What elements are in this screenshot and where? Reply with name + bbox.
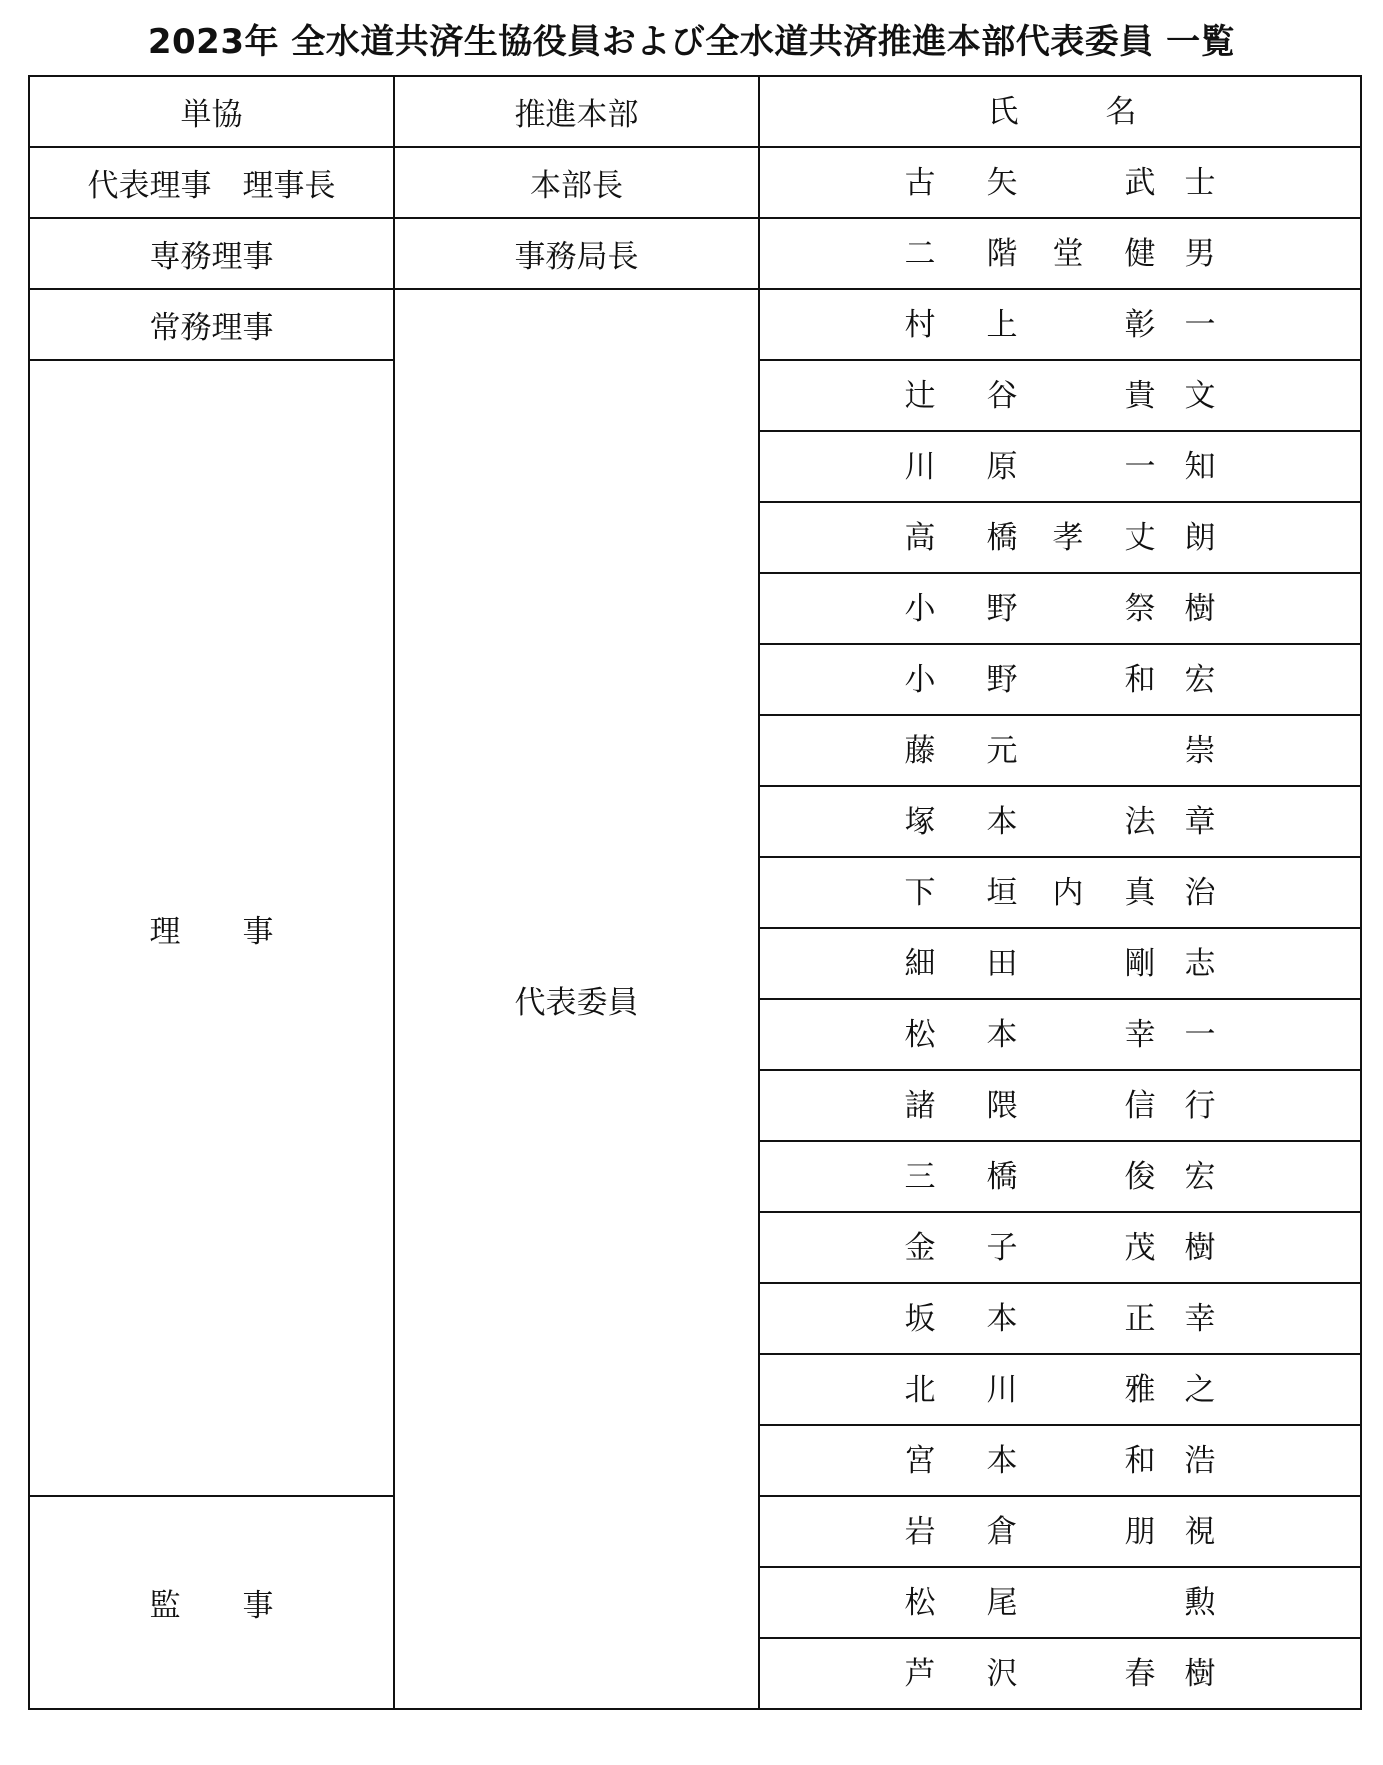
name-char: 茂 (1124, 1229, 1156, 1266)
name-char: 一 (1184, 1016, 1216, 1053)
role-cell: 理 事 (29, 360, 394, 1496)
name-char: 川 (986, 1371, 1018, 1408)
name-char: 志 (1184, 945, 1216, 982)
page-title: 2023年 全水道共済生協役員および全水道共済推進本部代表委員 一覧 (147, 22, 1236, 62)
name-char: 諸 (904, 1087, 936, 1124)
name-cell (759, 857, 1361, 928)
name-cell (759, 147, 1361, 218)
header-cell-hq: 推進本部 (394, 76, 759, 147)
name-char: 朋 (1124, 1513, 1156, 1550)
name-char: 信 (1124, 1087, 1156, 1124)
role-cell: 専務理事 (29, 218, 394, 289)
name-char: 視 (1184, 1513, 1216, 1550)
name-cell (759, 1638, 1361, 1709)
name-cell (759, 1496, 1361, 1567)
name-char: 松 (904, 1016, 936, 1053)
name-cell (759, 1212, 1361, 1283)
name-char: 松 (904, 1584, 936, 1621)
name-char: 治 (1184, 874, 1216, 911)
name-char: 幸 (1124, 1016, 1156, 1053)
name-char: 倉 (986, 1513, 1018, 1550)
hq-cell: 事務局長 (394, 218, 759, 289)
name-char: 階 (986, 235, 1018, 272)
name-char: 高 (904, 519, 936, 556)
name-cell (759, 928, 1361, 999)
name-cell (759, 1354, 1361, 1425)
name-cell (759, 644, 1361, 715)
name-cell (759, 715, 1361, 786)
name-char: 祭 (1124, 590, 1156, 627)
name-char: 金 (904, 1229, 936, 1266)
hq-cell: 本部長 (394, 147, 759, 218)
name-char: 樹 (1184, 590, 1216, 627)
name-char: 本 (986, 1016, 1018, 1053)
name-char: 知 (1184, 448, 1216, 485)
name-char: 剛 (1124, 945, 1156, 982)
name-char: 士 (1184, 164, 1216, 201)
name-char: 一 (1124, 448, 1156, 485)
name-char: 武 (1124, 164, 1156, 201)
name-char: 谷 (986, 377, 1018, 414)
name-cell (759, 1425, 1361, 1496)
name-char: 橋 (986, 1158, 1018, 1195)
table-row (29, 147, 1361, 218)
name-char: 下 (904, 874, 936, 911)
name-char: 男 (1184, 235, 1216, 272)
name-cell (759, 1141, 1361, 1212)
member-table (28, 75, 1362, 1710)
name-cell (759, 360, 1361, 431)
name-char: 村 (904, 306, 936, 343)
name-cell (759, 502, 1361, 573)
name-char: 原 (986, 448, 1018, 485)
role-cell: 代表理事 理事長 (29, 147, 394, 218)
name-char: 健 (1124, 235, 1156, 272)
table-row (29, 289, 1361, 360)
role-cell: 監 事 (29, 1496, 394, 1709)
name-char: 子 (986, 1229, 1018, 1266)
name-char: 野 (986, 590, 1018, 627)
name-char: 本 (986, 1300, 1018, 1337)
name-char: 朗 (1184, 519, 1216, 556)
name-char: 幸 (1184, 1300, 1216, 1337)
name-cell (759, 1283, 1361, 1354)
header-name-char-2: 名 (1105, 93, 1137, 130)
name-char: 小 (904, 661, 936, 698)
name-cell (759, 431, 1361, 502)
name-cell (759, 218, 1361, 289)
name-char: 岩 (904, 1513, 936, 1550)
name-cell (759, 289, 1361, 360)
name-char: 文 (1184, 377, 1216, 414)
name-char: 北 (904, 1371, 936, 1408)
name-char: 橋 (986, 519, 1018, 556)
name-char: 和 (1124, 661, 1156, 698)
header-cell-union: 単協 (29, 76, 394, 147)
name-char: 法 (1124, 803, 1156, 840)
name-cell (759, 999, 1361, 1070)
name-char: 三 (904, 1158, 936, 1195)
name-char: 貴 (1124, 377, 1156, 414)
header-row (29, 76, 1361, 147)
name-char: 本 (986, 1442, 1018, 1479)
name-char: 和 (1124, 1442, 1156, 1479)
name-char: 之 (1184, 1371, 1216, 1408)
name-char: 正 (1124, 1300, 1156, 1337)
name-char: 宏 (1184, 1158, 1216, 1195)
name-char: 樹 (1184, 1229, 1216, 1266)
name-char: 上 (986, 306, 1018, 343)
name-char: 辻 (904, 377, 936, 414)
name-char: 垣 (986, 874, 1018, 911)
name-char: 孝 (1052, 519, 1084, 556)
name-cell (759, 1070, 1361, 1141)
name-char: 勲 (1184, 1584, 1216, 1621)
role-cell: 常務理事 (29, 289, 394, 360)
name-char: 坂 (904, 1300, 936, 1337)
table-row (29, 218, 1361, 289)
name-char: 小 (904, 590, 936, 627)
header-name-char-1: 氏 (987, 93, 1019, 130)
name-char: 俊 (1124, 1158, 1156, 1195)
name-char: 隈 (986, 1087, 1018, 1124)
name-char: 尾 (986, 1584, 1018, 1621)
name-char: 田 (986, 945, 1018, 982)
header-cell-name (759, 76, 1361, 147)
name-char: 芦 (904, 1655, 936, 1692)
name-cell (759, 786, 1361, 857)
name-char: 野 (986, 661, 1018, 698)
name-char: 矢 (986, 164, 1018, 201)
name-char: 丈 (1124, 519, 1156, 556)
name-char: 崇 (1184, 732, 1216, 769)
name-char: 沢 (986, 1655, 1018, 1692)
name-char: 春 (1124, 1655, 1156, 1692)
name-char: 章 (1184, 803, 1216, 840)
name-char: 一 (1184, 306, 1216, 343)
hq-cell: 代表委員 (394, 289, 759, 1709)
name-cell (759, 1567, 1361, 1638)
name-char: 藤 (904, 732, 936, 769)
name-char: 宏 (1184, 661, 1216, 698)
name-char: 元 (986, 732, 1018, 769)
name-char: 堂 (1052, 235, 1084, 272)
name-char: 樹 (1184, 1655, 1216, 1692)
name-char: 行 (1184, 1087, 1216, 1124)
name-char: 雅 (1124, 1371, 1156, 1408)
name-char: 浩 (1184, 1442, 1216, 1479)
name-char: 真 (1124, 874, 1156, 911)
name-char: 彰 (1124, 306, 1156, 343)
name-char: 細 (904, 945, 936, 982)
name-char: 本 (986, 803, 1018, 840)
name-char: 塚 (904, 803, 936, 840)
name-cell (759, 573, 1361, 644)
name-char: 宮 (904, 1442, 936, 1479)
name-char: 古 (904, 164, 936, 201)
name-char: 川 (904, 448, 936, 485)
name-char: 内 (1052, 874, 1084, 911)
name-char: 二 (904, 235, 936, 272)
